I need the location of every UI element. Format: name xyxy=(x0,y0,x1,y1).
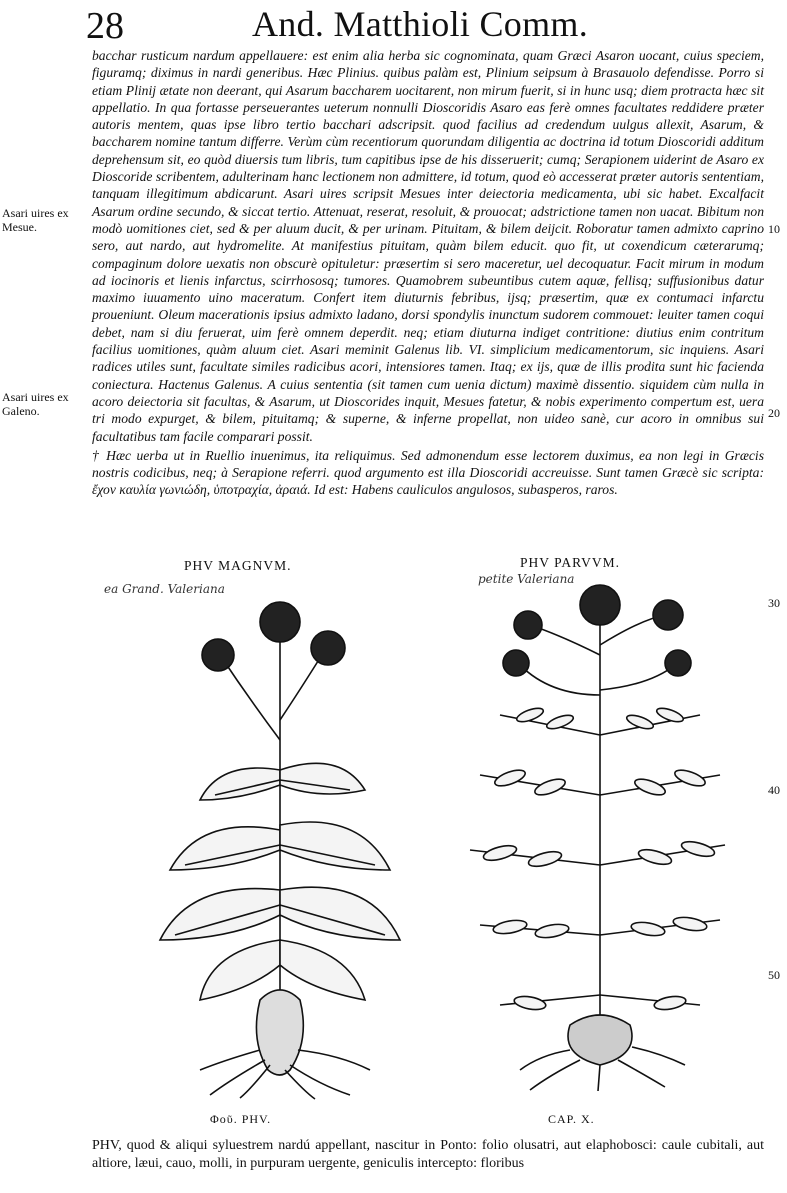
chapter-opening-text: PHV, quod & aliqui syluestrem nardú appellant, nascitur in Ponto: folio olusatri, aut elaphobosci: caule cubitali, aut altiore, læui, cauo, molli, in purpuram uergente, geniculis intercepto: floribus xyxy=(92,1138,764,1171)
handwritten-annotation-left: ea Grand. Valeriana xyxy=(104,582,225,596)
line-number-50: 50 xyxy=(768,968,780,982)
figure-label-phu-paruum: PHV PARVVM. xyxy=(520,555,620,570)
line-number-10: 10 xyxy=(768,222,780,236)
woodcut-phu-magnum xyxy=(140,600,420,1100)
chapter-caption: CAP. X. xyxy=(548,1112,595,1126)
commentary-note: † Hæc uerba ut in Ruellio inuenimus, ita reliquimus. Sed admonendum esse lectorem duximus, ea non legi in Græcis nostris codicibus, neq; à Serapione referri. quod argumento est illa Dioscoridi accreuisse. Sunt tamen Græcè sic scripta: ἔχον καυλία γωνιώδη, ὑποτραχία, ἀραιά. Id est: Habens cauliculos angulosos, subasperos, raros. xyxy=(92,447,764,498)
line-number-20: 20 xyxy=(768,406,780,420)
line-number-30: 30 xyxy=(768,596,780,610)
page-number: 28 xyxy=(86,5,124,47)
handwritten-annotation-right: petite Valeriana xyxy=(478,572,575,586)
commentary-paragraph: bacchar rusticum nardum appellauere: est enim alia herba sic cognominata, quam Græci Asaron uocant, cuius speciem, figuramq; diximus in nardi generibus. Hæc Plinius. quibus palàm est, Plinium seipsum à Brasauolo defendisse. Porro si etiam Plinij ætate non deerant, qui Asarum baccharem uocitarent, non mirum fuerit, si in hunc usq; diem protracta hæc sit appellatio. In qua fortasse perseuerantes ueterum nonnulli Dioscoridis Asaro eas ferè omnes facultates reddidere præter autoris mentem, quas ipse libro tertio bacchari adscripsit. quod facilius ad credendum uulgus allexit, Asarum, & baccharem nomine tantum differre. Verùm cùm recentiorum quorundam diligentia ac doctrina id totum Dioscoridi additum deprehensum sit, eo quòd diuersis tum libris, tum capitibus ipse de his disseruerit; cumq; Serapionem uiderint de Asaro ex Dioscoride scribentem, adulterinam hanc lectionem non admittere, id totum, quod eò accesserat præter autoris sententiam, tanquam illegitimum abdicarunt. Asari uires scripsit Mesues inter deiectoria medicamenta, ubi sic habet. Excalfacit Asarum ordine secundo, & siccat tertio. Attenuat, reserat, resoluit, & prouocat; adstrictione tamen non uacat. Bibitum non modò uomitiones ciet, sed & per aluum ducit, & per urinam. Pituitam, & bilem deijcit. Roboratur tamen admixto caprino sero, aut nardo, aut hydromelite. At manifestius pituitam, quàm bilem educit. quo fit, ut coxendicum cæterarumq; compaginum dolore uexatis non obscurè opituletur: præsertim si sero maceretur, uel decoquatur. Facit mirum in modum ad iocinoris et lienis infarctus, scirrhososq; tumores. Quamobrem subeuntibus cutem aquæ, fellisq; suffusionibus datur maximo iuuamento uino maceratum. Confert item diuturnis febribus, ijsq; præsertim, quæ ex contumaci infarctu proueniunt. Oleum macerationis ipsius admixto ladano, dorsi spondylis inunctum sudorem commouet: leuiter tamen coqui debet, nam si diu feruerat, uim ferè omnem deperdit. neq; etiam diuturna indiget contritione: diutius enim contritum facilius uomitiones, quàm aluum ciet. Asari meminit Galenus lib. VI. simplicium medicamentorum, sic inquiens. Asari radices utiles sunt, facultate similes radicibus acori, intensiores tamen. Itaq; ex ijs, quæ de illis prodita sunt hic facienda coniectura. Hactenus Galenus. A cuius sententia (sit tamen cum uenia dictum) maximè dissentio. siquidem cùm nulla in acoro deiectoria sit facultas, & Asarum, ut Dioscorides inquit, Mesues fatetur, & nobis experimento compertum est, uera tri modo expurget, & bilem, pituitamq; & superne, & inferne propellat, non uideo sanè, cur acoro in omnibus sui facultatibus tam facile comparari possit. xyxy=(92,48,764,444)
commentary-text xyxy=(92,47,764,499)
line-number-40: 40 xyxy=(768,783,780,797)
woodcut-phu-paruum xyxy=(440,575,740,1095)
figure-label-phu-magnum: PHV MAGNVM. xyxy=(184,558,292,573)
figure-caption-left: Φοῦ. PHV. xyxy=(210,1112,272,1126)
running-head: And. Matthioli Comm. xyxy=(252,4,589,44)
margin-note-galeno: Asari uires ex Galeno. xyxy=(2,390,69,418)
margin-note-mesue: Asari uires ex Mesue. xyxy=(2,206,69,234)
